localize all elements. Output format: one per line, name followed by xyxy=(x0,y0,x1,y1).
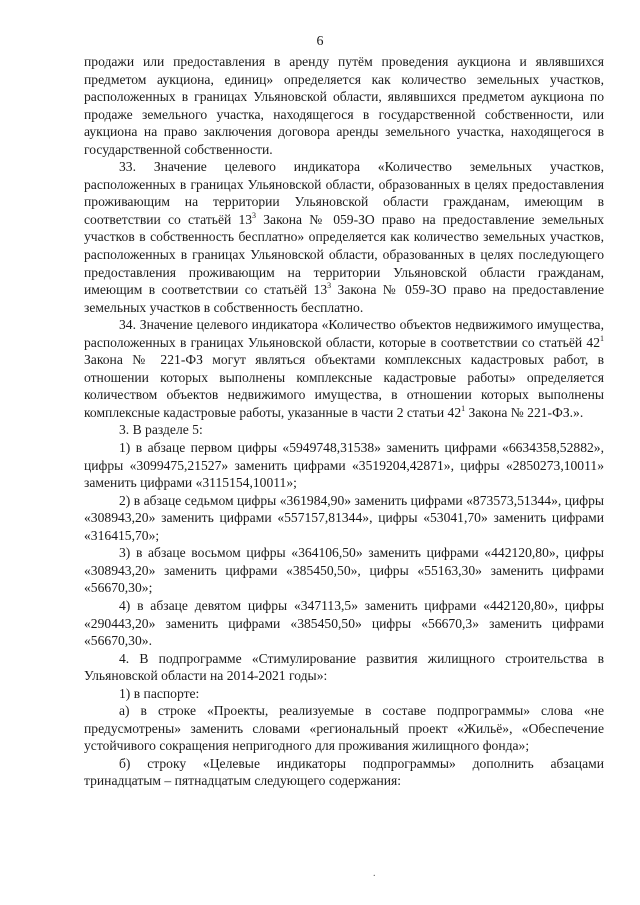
text-run: 3) в абзаце восьмом цифры «364106,50» заменить цифрами «442120,80», цифры «308943,20» заменить цифрами «385450,50», цифры «55163,30» заменить цифрами «56670,30»; xyxy=(84,545,604,596)
text-run: б) строку «Целевые индикаторы подпрограммы» дополнить абзацами тринадцатым – пятнадцатым следующего содержания: xyxy=(84,755,604,789)
superscript: 3 xyxy=(252,210,257,220)
paragraph xyxy=(84,492,604,545)
text-run: 1) в абзаце первом цифры «5949748,31538» заменить цифрами «6634358,52882», цифры «3099475,21527» заменить цифрами «3519204,42871», цифры «2850273,10011» заменить цифрами «3115154,10011»; xyxy=(84,440,604,491)
text-run: 3. В разделе 5: xyxy=(119,422,203,438)
superscript: 3 xyxy=(327,281,332,291)
paragraph xyxy=(84,702,604,755)
text-run: 4) в абзаце девятом цифры «347113,5» заменить цифрами «442120,80», цифры «290443,20» заменить цифрами «385450,50» цифры «56670,3» заменить цифрами «56670,30». xyxy=(84,597,604,649)
paragraph xyxy=(84,597,604,650)
text-run: 33. Значение целевого индикатора «Количество земельных участков, расположенных в границах Ульяновской области, образованных в целях предоставления проживающим на территории Ульяновской области гражданам, имеющим в соответствии со статьёй 13 xyxy=(84,159,604,227)
text-run: 4. В подпрограмме «Стимулирование развития жилищного строительства в Ульяновской области на 2014-2021 годы»: xyxy=(84,650,604,684)
paragraph xyxy=(84,316,604,421)
text-run: Закона № 221-ФЗ могут являться объектами комплексных кадастровых работ, в отношении которых выполнены комплексные кадастровые работы» определяется количеством объектов недвижимого имущества, в отношении которых выполнены комплексные кадастровые работы, указанные в части 2 статьи 42 xyxy=(84,352,604,420)
text-run: 34. Значение целевого индикатора «Количество объектов недвижимого имущества, расположенных в границах Ульяновской области, которые в соответствии со статьёй 42 xyxy=(84,317,604,350)
document-body xyxy=(84,53,604,790)
paragraph xyxy=(84,755,604,790)
text-run: Закона № 221-ФЗ.». xyxy=(465,404,584,420)
paragraph xyxy=(84,53,604,158)
paragraph xyxy=(84,685,604,703)
text-run: 2) в абзаце седьмом цифры «361984,90» заменить цифрами «873573,51344», цифры «308943,20» заменить цифрами «557157,81344», цифры «53041,70» заменить цифрами «316415,70»; xyxy=(84,492,604,543)
superscript: 1 xyxy=(461,403,466,413)
text-run: Закона № 059-ЗО право на предоставление земельных участков в собственность бесплатно. xyxy=(84,282,604,315)
paragraph xyxy=(84,439,604,492)
page-number: 6 xyxy=(316,34,324,49)
superscript: 1 xyxy=(600,333,604,343)
paragraph xyxy=(84,544,604,597)
text-run: Закона № 059-ЗО право на предоставление земельных участков в собственность бесплатно» определяется как количество земельных участков, расположенных в границах Ульяновской области, образованных в целях последующего предоставления проживающим на территории Ульяновской области гражданам, имеющим в соответствии со статьёй 13 xyxy=(84,211,604,298)
text-run: продажи или предоставления в аренду путём проведения аукциона и являвшихся предметом аукциона, единиц» определяется как количество земельных участков, расположенных в границах Ульяновской области, являвшихся предметом аукциона по продаже земельного участка, находящегося в государственной собственности, или аукциона на право заключения договора аренды земельного участка, находящегося в государственной собственности. xyxy=(84,54,604,157)
text-run: 1) в паспорте: xyxy=(119,685,200,701)
paragraph xyxy=(84,650,604,685)
footer-mark: . xyxy=(373,868,376,879)
text-run: а) в строке «Проекты, реализуемые в составе подпрограммы» слова «не предусмотрены» заменить словами «региональный проект «Жильё», «Обеспечение устойчивого сокращения непригодного для проживания жилищного фонда»; xyxy=(84,703,604,754)
paragraph xyxy=(84,421,604,439)
paragraph xyxy=(84,158,604,316)
